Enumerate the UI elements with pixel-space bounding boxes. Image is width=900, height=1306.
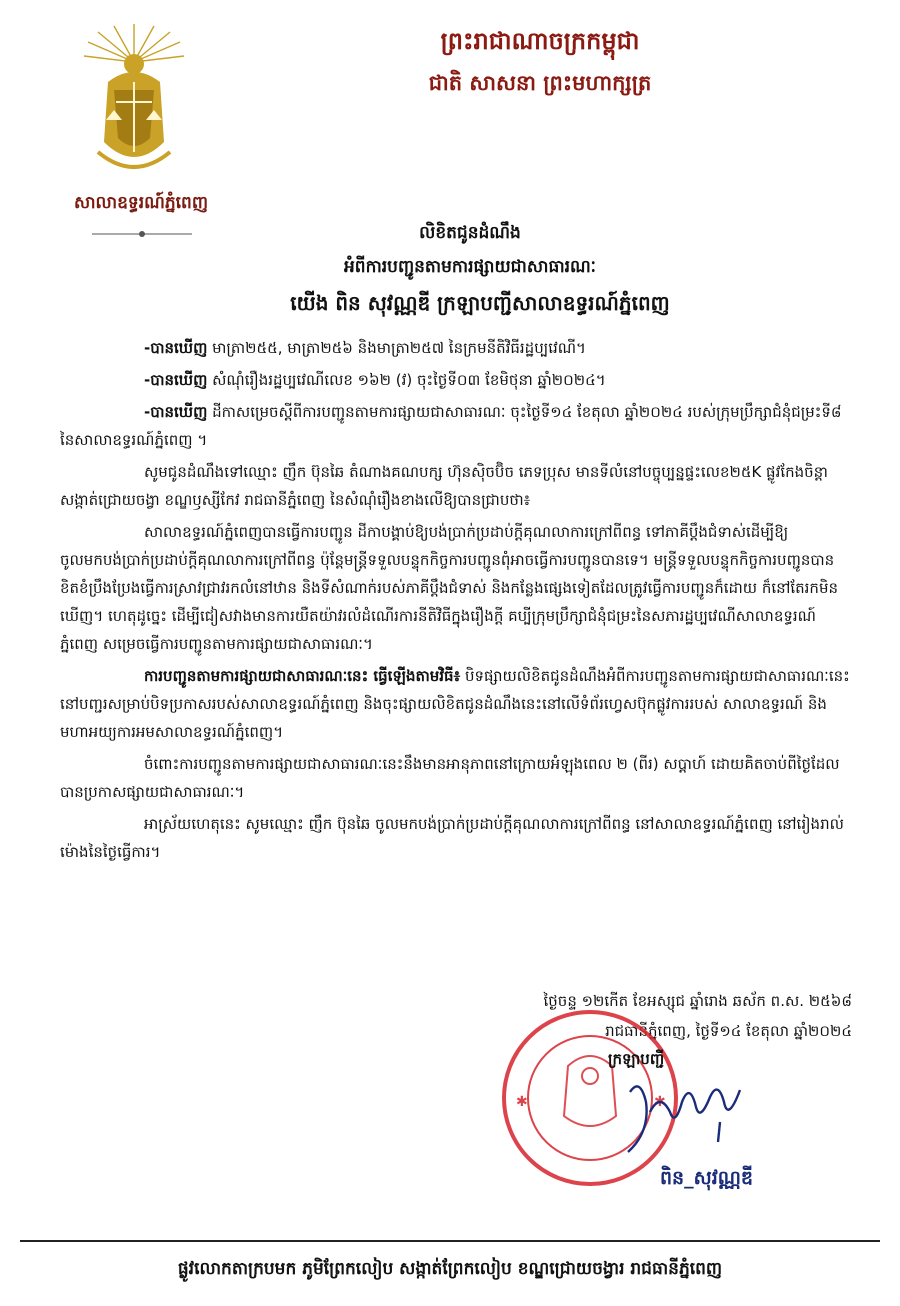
paragraph-seen-3: -បានឃើញ ដីកាសម្រេចស្តីពីការបញ្ជូនតាមការផ្សាយជាសាធារណៈ ចុះថ្ងៃទី១៤ ខែតុលា ឆ្នាំ២០២៤ របស់ក្រុមប្រឹក្សាជំនុំជម្រះទី៨ នៃសាលាឧទ្ធរណ៍ភ្នំពេញ ។ xyxy=(60,403,842,449)
kingdom-heading: ព្រះរាជាណាចក្រកម្ពុជា xyxy=(440,27,640,55)
signer-title: ក្រឡាបញ្ជី xyxy=(608,1050,665,1068)
signer-name: ពិន_សុវណ្ណឌី xyxy=(660,1167,753,1189)
court-name: សាលាឧទ្ធរណ៍ភ្នំពេញ xyxy=(73,193,209,213)
paragraph-seen-1: -បានឃើញ មាត្រា២៥៥, មាត្រា២៥៦ និងមាត្រា២៥៧ នៃក្រមនីតិវិធីរដ្ឋប្បវេណី។ xyxy=(144,339,586,357)
lunar-date: ថ្ងៃចន្ទ ១២កើត ខែអស្សុជ ឆ្នាំរោង ឆស័ក ព.ស. ២៥៦៨ xyxy=(543,992,852,1010)
paragraph-effect: ចំពោះការបញ្ជូនតាមការផ្សាយជាសាធារណៈនេះនឹងមានអានុភាពនៅក្រោយអំឡុងពេល ២ (ពីរ) សប្តាហ៍ ដោយគិតចាប់ពីថ្ងៃដែលបានប្រកាសផ្សាយជាសាធារណៈ។ xyxy=(60,755,840,801)
paragraph-method: ការបញ្ជូនតាមការផ្សាយជាសាធារណៈនេះ ធ្វើឡើងតាមវិធី៖ បិទផ្សាយលិខិតជូនដំណឹងអំពីការបញ្ជូនតាមការផ្សាយជាសាធារណៈនេះនៅបញ្ជរសម្រាប់បិទប្រកាសរបស់សាលាឧទ្ធរណ៍ភ្នំពេញ និងចុះផ្សាយលិខិតជូនដំណឹងនេះនៅលើទំព័រហ្វេសប៊ុកផ្លូវការរបស់ សាលាឧទ្ធរណ៍ និងមហាអយ្យការអមសាលាឧទ្ធរណ៍ភ្នំពេញ។ xyxy=(60,667,850,741)
svg-text:✱: ✱ xyxy=(654,1094,666,1110)
paragraph-seen-2: -បានឃើញ សំណុំរឿងរដ្ឋប្បវេណីលេខ ១៦២ (វ) ចុះថ្ងៃទី០៣ ខែមិថុនា ឆ្នាំ២០២៤។ xyxy=(144,371,606,389)
paragraph-circumstances: សាលាឧទ្ធរណ៍ភ្នំពេញបានធ្វើការបញ្ជូន ដីកាបង្គាប់ឱ្យបង់ប្រាក់ប្រដាប់ក្តីគុណលាការក្រៅពីពន្ធ ទៅភាគីប្តឹងជំទាស់ដើម្បីឱ្យចូលមកបង់ប្រាក់ប្រដាប់ក្តីគុណលាការក្រៅពីពន្ធ ប៉ុន្តែមន្ត្រីទទួលបន្ទុកកិច្ចការបញ្ជូនពុំអាចធ្វើការបញ្ជូនបានទេ។ មន្ត្រីទទួលបន្ទុកកិច្ចការបញ្ជូនបានខិតខំប្រឹងប្រែងធ្វើការស្រាវជ្រាវរកលំនៅឋាន និងទីសំណាក់របស់ភាគីប្តឹងជំទាស់ និងកន្លែងផ្សេងទៀតដែលត្រូវធ្វើការបញ្ជូនក៏ដោយ ក៏នៅតែរកមិនឃើញ។ ហេតុដូច្នេះ ដើម្បីជៀសវាងមានការយឺតយ៉ាវរលំដំណើរការនីតិវិធីក្នុងរឿងក្តី គប្បីក្រុមប្រឹក្សាជំនុំជម្រះនៃសភារដ្ឋប្បវេណីសាលាឧទ្ធរណ៍ភ្នំពេញ សម្រេចធ្វើការបញ្ជូនតាមការផ្សាយជាសាធារណៈ។ xyxy=(60,523,839,653)
paragraph-conclusion: អាស្រ័យហេតុនេះ សូមឈ្មោះ ញឹក ប៊ុនឆៃ ចូលមកបង់ប្រាក់ប្រដាប់ក្តីគុណលាការក្រៅពីពន្ធ នៅសាលាឧទ្ធរណ៍ភ្នំពេញ នៅរៀងរាល់ម៉ោងនៃថ្ងៃធ្វើការ។ xyxy=(60,815,844,861)
document-type: លិខិតជូនដំណឹង xyxy=(419,223,521,243)
svg-text:✱: ✱ xyxy=(516,1094,528,1110)
document-issuer: យើង ពិន សុវណ្ណឌី ក្រឡាបញ្ជីសាលាឧទ្ធរណ៍ភ្នំពេញ xyxy=(290,291,670,315)
national-motto: ជាតិ សាសនា ព្រះមហាក្សត្រ xyxy=(428,71,652,95)
court-emblem-icon xyxy=(78,22,190,182)
footer-divider xyxy=(20,1240,880,1242)
divider-ornament-icon xyxy=(92,228,192,240)
document-subject: អំពីការបញ្ជូនតាមការផ្សាយជាសាធារណៈ xyxy=(344,257,596,277)
paragraph-notification: សូមជូនដំណឹងទៅឈ្មោះ ញឹក ប៊ុនឆៃ តំណាងគណបក្ស ហ៊ុនស៊ិចប៊ិច ភេទប្រុស មានទីលំនៅបច្ចុប្បន្នផ្ទះលេខ២៥K ផ្លូវកែងចិន្តា សង្កាត់ជ្រោយចង្វា ខណ្ឌឫស្សីកែវ រាជធានីភ្នំពេញ នៃសំណុំរឿងខាងលើឱ្យបានជ្រាបថា៖ xyxy=(60,463,828,509)
footer-address: ផ្លូវលោកតាក្របមក ភូមិព្រែកលៀប សង្កាត់ព្រែកលៀប ខណ្ឌជ្រោយចង្វារ រាជធានីភ្នំពេញ xyxy=(177,1259,723,1279)
solar-date: រាជធានីភ្នំពេញ, ថ្ងៃទី១៤ ខែតុលា ឆ្នាំ២០២៤ xyxy=(605,1022,852,1040)
document-body xyxy=(60,334,850,870)
handwritten-signature xyxy=(600,1072,760,1162)
